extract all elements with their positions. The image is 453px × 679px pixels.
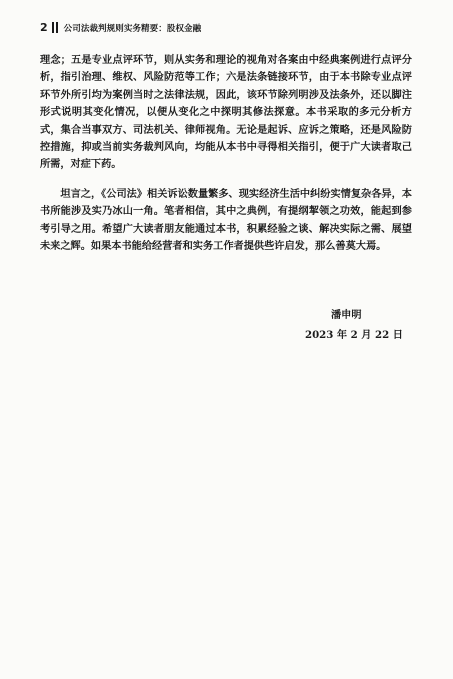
author-name: 潘申明 [331,309,362,321]
page-header [40,21,201,34]
running-title: 公司法裁判规则实务精要：股权金融 [63,23,202,34]
header-divider [56,22,58,33]
paragraph: 理念；五是专业点评环节，则从实务和理论的视角对各案由中经典案例进行点评分析，指引治理、维权、风险防范等工作；六是法条链接环节，由于本书除专业点评环节外所引均为案例当时之法律法规，因此，该环节除列明涉及法条外，还以脚注形式说明其变化情况，以便从变化之中探明其修法探意。本书采取的多元分析方式，集合当事双方、司法机关、律师视角。无论是起诉、应诉之策略，还是风险防控措施，抑或当前实务裁判风向，均能从本书中寻得相关指引，便于广大读者取己所需，对症下药。 [40,54,412,171]
signature-date: 2023 年 2 月 22 日 [305,329,403,341]
body-text [40,52,412,255]
header-divider [52,22,54,33]
page-number: 2 [40,21,48,34]
paragraph: 坦言之，《公司法》相关诉讼数量繁多、现实经济生活中纠纷实情复杂各异，本书所能涉及实乃冰山一角。笔者相信，其中之典例，有提纲挈领之功效，能起到参考引导之用。希望广大读者朋友能通过本书，积累经验之谈、解决实际之需、展望未来之辉。如果本书能给经营者和实务工作者提供些许启发，那么善莫大焉。 [40,187,412,253]
